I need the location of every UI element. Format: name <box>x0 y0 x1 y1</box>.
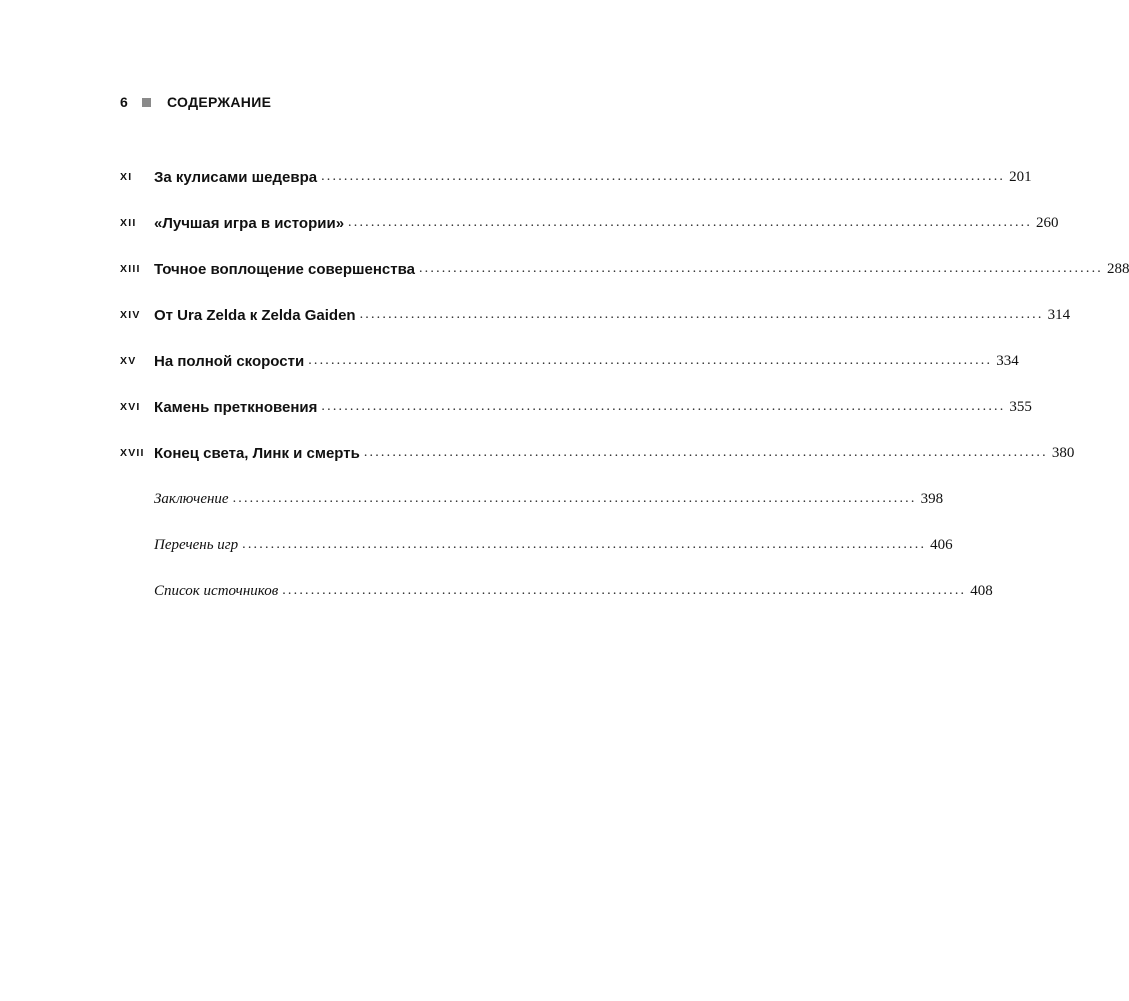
page-reference: 406 <box>930 536 953 553</box>
toc-entry[interactable] <box>120 384 1032 430</box>
page-reference: 288 <box>1106 260 1129 277</box>
chapter-title: «Лучшая игра в истории» <box>154 214 345 232</box>
page-reference: 334 <box>996 352 1019 369</box>
page-reference: 408 <box>970 582 993 599</box>
chapter-number: XIII <box>120 263 141 275</box>
chapter-number: XV <box>120 355 137 367</box>
page-reference: 380 <box>1051 444 1075 461</box>
section-title: СОДЕРЖАНИЕ <box>167 94 272 110</box>
page-reference: 201 <box>1009 168 1032 185</box>
dot-leader: ........................................................................................................................ <box>363 445 1048 460</box>
dot-leader: ........................................................................................................................ <box>232 491 917 506</box>
chapter-number: XII <box>120 217 137 229</box>
dot-leader: ........................................................................................................................ <box>359 307 1044 322</box>
page-reference: 355 <box>1009 398 1032 415</box>
chapter-title: Камень преткновения <box>154 398 318 416</box>
page-reference: 314 <box>1047 306 1071 323</box>
square-bullet-icon <box>142 98 151 107</box>
dot-leader: ........................................................................................................................ <box>321 399 1006 414</box>
toc-entry[interactable] <box>120 246 1129 292</box>
toc-entry[interactable] <box>120 568 993 614</box>
toc-entry[interactable] <box>120 430 1075 476</box>
section-title-italic: Заключение <box>154 490 229 507</box>
toc-entry[interactable] <box>120 522 953 568</box>
chapter-number: XVI <box>120 401 141 413</box>
page-reference: 398 <box>920 490 944 507</box>
page-number: 6 <box>120 94 129 110</box>
toc-entry[interactable] <box>120 476 944 522</box>
section-title-italic: Список источников <box>154 582 279 599</box>
chapter-title: От Ura Zelda к Zelda Gaiden <box>154 306 356 324</box>
chapter-title: Конец света, Линк и смерть <box>154 444 360 462</box>
toc-entry[interactable] <box>120 338 1019 384</box>
running-head <box>120 92 271 112</box>
dot-leader: ........................................................................................................................ <box>282 583 967 598</box>
chapter-number: XI <box>120 171 133 183</box>
dot-leader: ........................................................................................................................ <box>308 353 993 368</box>
toc-entry[interactable] <box>120 200 1059 246</box>
table-of-contents <box>120 154 1129 614</box>
chapter-title: На полной скорости <box>154 352 305 370</box>
dot-leader: ........................................................................................................................ <box>418 261 1103 276</box>
toc-entry[interactable] <box>120 292 1071 338</box>
chapter-title: За кулисами шедевра <box>154 168 318 186</box>
chapter-number: XIV <box>120 309 141 321</box>
dot-leader: ........................................................................................................................ <box>321 169 1006 184</box>
dot-leader: ........................................................................................................................ <box>348 215 1033 230</box>
page-reference: 260 <box>1036 214 1059 231</box>
chapter-number: XVII <box>120 447 145 459</box>
toc-entry[interactable] <box>120 154 1032 200</box>
chapter-title: Точное воплощение совершенства <box>154 260 415 278</box>
section-title-italic: Перечень игр <box>154 536 239 553</box>
dot-leader: ........................................................................................................................ <box>242 537 927 552</box>
